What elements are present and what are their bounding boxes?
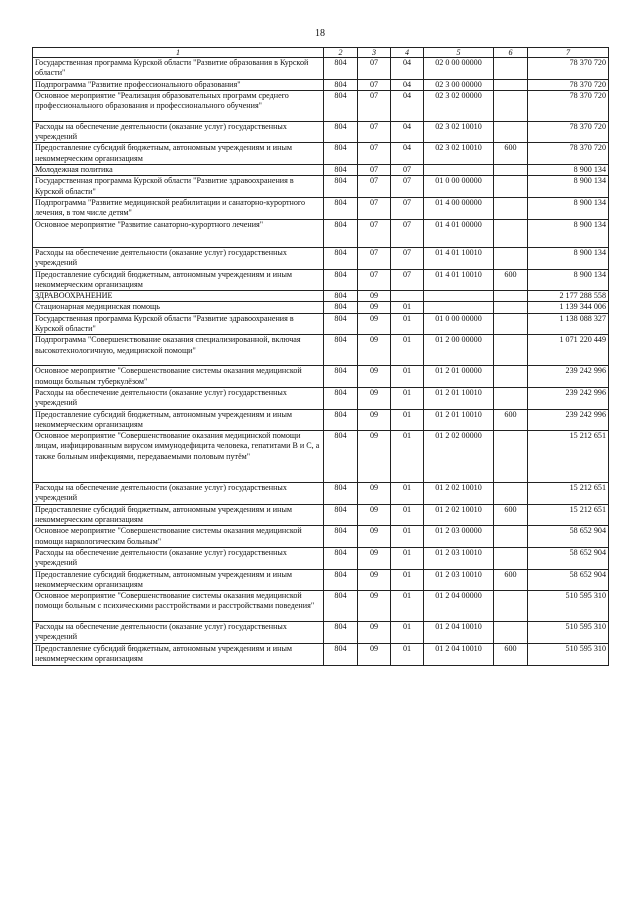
row-subsection: 07 bbox=[391, 247, 424, 269]
row-name: ЗДРАВООХРАНЕНИЕ bbox=[33, 291, 324, 302]
row-amount: 1 139 344 006 bbox=[528, 302, 609, 313]
row-ministry: 804 bbox=[324, 58, 358, 80]
row-subsection: 01 bbox=[391, 483, 424, 505]
row-amount: 239 242 996 bbox=[528, 366, 609, 388]
row-ministry: 804 bbox=[324, 504, 358, 526]
row-amount: 8 900 134 bbox=[528, 165, 609, 176]
header-cell: 1 bbox=[33, 48, 324, 58]
row-name: Основное мероприятие "Совершенствование системы оказания медицинской помощи больным с психическими расстройствами и расстройствами поведения" bbox=[33, 591, 324, 622]
row-name: Предоставление субсидий бюджетным, автономным учреждениям и иным некоммерческим организациям bbox=[33, 269, 324, 291]
row-name: Подпрограмма "Развитие профессионального образования" bbox=[33, 79, 324, 90]
row-amount: 510 595 310 bbox=[528, 644, 609, 666]
row-name: Расходы на обеспечение деятельности (оказание услуг) государственных учреждений bbox=[33, 247, 324, 269]
row-ministry: 804 bbox=[324, 197, 358, 219]
row-section: 09 bbox=[358, 387, 391, 409]
row-section: 07 bbox=[358, 121, 391, 143]
header-row bbox=[33, 48, 609, 58]
row-amount: 510 595 310 bbox=[528, 591, 609, 622]
row-target-code: 02 3 02 10010 bbox=[424, 121, 494, 143]
row-amount: 1 138 088 327 bbox=[528, 313, 609, 335]
row-section: 09 bbox=[358, 483, 391, 505]
table-row bbox=[33, 219, 609, 247]
row-section: 09 bbox=[358, 291, 391, 302]
row-amount: 58 652 904 bbox=[528, 547, 609, 569]
row-name: Расходы на обеспечение деятельности (оказание услуг) государственных учреждений bbox=[33, 483, 324, 505]
row-ministry: 804 bbox=[324, 79, 358, 90]
row-section: 09 bbox=[358, 335, 391, 366]
row-target-code: 01 2 01 10010 bbox=[424, 409, 494, 431]
row-subsection bbox=[391, 291, 424, 302]
row-expense-type bbox=[494, 79, 528, 90]
row-target-code: 01 2 03 00000 bbox=[424, 526, 494, 548]
row-expense-type bbox=[494, 366, 528, 388]
row-subsection: 07 bbox=[391, 197, 424, 219]
row-ministry: 804 bbox=[324, 431, 358, 483]
row-amount: 15 212 651 bbox=[528, 431, 609, 483]
row-subsection: 01 bbox=[391, 569, 424, 591]
row-amount: 8 900 134 bbox=[528, 219, 609, 247]
row-ministry: 804 bbox=[324, 366, 358, 388]
row-expense-type bbox=[494, 121, 528, 143]
row-ministry: 804 bbox=[324, 90, 358, 121]
row-ministry: 804 bbox=[324, 143, 358, 165]
row-target-code: 01 2 01 00000 bbox=[424, 366, 494, 388]
row-name: Предоставление субсидий бюджетным, автономным учреждениям и иным некоммерческим организациям bbox=[33, 644, 324, 666]
row-target-code: 01 2 02 10010 bbox=[424, 483, 494, 505]
row-expense-type: 600 bbox=[494, 569, 528, 591]
row-section: 09 bbox=[358, 409, 391, 431]
header-cell: 2 bbox=[324, 48, 358, 58]
row-subsection: 04 bbox=[391, 143, 424, 165]
row-ministry: 804 bbox=[324, 176, 358, 198]
row-expense-type bbox=[494, 247, 528, 269]
row-subsection: 04 bbox=[391, 121, 424, 143]
row-section: 07 bbox=[358, 165, 391, 176]
row-expense-type bbox=[494, 197, 528, 219]
row-section: 09 bbox=[358, 569, 391, 591]
row-expense-type bbox=[494, 526, 528, 548]
row-name: Предоставление субсидий бюджетным, автономным учреждениям и иным некоммерческим организациям bbox=[33, 409, 324, 431]
row-subsection: 04 bbox=[391, 90, 424, 121]
row-name: Расходы на обеспечение деятельности (оказание услуг) государственных учреждений bbox=[33, 121, 324, 143]
row-ministry: 804 bbox=[324, 387, 358, 409]
row-target-code: 01 2 04 00000 bbox=[424, 591, 494, 622]
row-section: 09 bbox=[358, 644, 391, 666]
row-amount: 15 212 651 bbox=[528, 483, 609, 505]
row-expense-type bbox=[494, 483, 528, 505]
row-ministry: 804 bbox=[324, 409, 358, 431]
row-expense-type: 600 bbox=[494, 504, 528, 526]
row-expense-type bbox=[494, 58, 528, 80]
table-row bbox=[33, 483, 609, 505]
row-ministry: 804 bbox=[324, 302, 358, 313]
table-row bbox=[33, 165, 609, 176]
row-section: 09 bbox=[358, 431, 391, 483]
row-subsection: 07 bbox=[391, 165, 424, 176]
table-row bbox=[33, 644, 609, 666]
row-ministry: 804 bbox=[324, 547, 358, 569]
table-row bbox=[33, 269, 609, 291]
row-subsection: 01 bbox=[391, 366, 424, 388]
row-target-code: 01 2 04 10010 bbox=[424, 622, 494, 644]
row-ministry: 804 bbox=[324, 591, 358, 622]
table-row bbox=[33, 143, 609, 165]
row-ministry: 804 bbox=[324, 569, 358, 591]
row-name: Предоставление субсидий бюджетным, автономным учреждениям и иным некоммерческим организациям bbox=[33, 143, 324, 165]
row-section: 09 bbox=[358, 547, 391, 569]
row-expense-type: 600 bbox=[494, 269, 528, 291]
table-row bbox=[33, 335, 609, 366]
row-amount: 8 900 134 bbox=[528, 176, 609, 198]
row-section: 09 bbox=[358, 313, 391, 335]
row-section: 07 bbox=[358, 219, 391, 247]
table-row bbox=[33, 591, 609, 622]
row-expense-type bbox=[494, 335, 528, 366]
table-row bbox=[33, 197, 609, 219]
row-expense-type bbox=[494, 90, 528, 121]
row-section: 07 bbox=[358, 143, 391, 165]
row-amount: 510 595 310 bbox=[528, 622, 609, 644]
row-subsection: 01 bbox=[391, 591, 424, 622]
row-target-code bbox=[424, 165, 494, 176]
row-amount: 58 652 904 bbox=[528, 569, 609, 591]
table-row bbox=[33, 247, 609, 269]
row-subsection: 01 bbox=[391, 622, 424, 644]
table-row bbox=[33, 313, 609, 335]
row-name: Государственная программа Курской области "Развитие образования в Курской области" bbox=[33, 58, 324, 80]
row-amount: 15 212 651 bbox=[528, 504, 609, 526]
row-section: 09 bbox=[358, 591, 391, 622]
row-ministry: 804 bbox=[324, 165, 358, 176]
header-cell: 4 bbox=[391, 48, 424, 58]
row-ministry: 804 bbox=[324, 644, 358, 666]
row-target-code: 01 4 00 00000 bbox=[424, 197, 494, 219]
row-name: Предоставление субсидий бюджетным, автономным учреждениям и иным некоммерческим организациям bbox=[33, 504, 324, 526]
row-amount: 58 652 904 bbox=[528, 526, 609, 548]
table-row bbox=[33, 79, 609, 90]
page-number: 18 bbox=[315, 28, 325, 39]
row-section: 09 bbox=[358, 622, 391, 644]
row-expense-type bbox=[494, 622, 528, 644]
row-subsection: 01 bbox=[391, 313, 424, 335]
row-ministry: 804 bbox=[324, 313, 358, 335]
row-expense-type bbox=[494, 431, 528, 483]
table-row bbox=[33, 526, 609, 548]
row-expense-type: 600 bbox=[494, 644, 528, 666]
row-expense-type bbox=[494, 302, 528, 313]
row-subsection: 01 bbox=[391, 387, 424, 409]
row-subsection: 01 bbox=[391, 547, 424, 569]
row-name: Стационарная медицинская помощь bbox=[33, 302, 324, 313]
row-amount: 239 242 996 bbox=[528, 387, 609, 409]
row-expense-type bbox=[494, 547, 528, 569]
row-subsection: 01 bbox=[391, 431, 424, 483]
row-subsection: 01 bbox=[391, 526, 424, 548]
row-target-code: 02 0 00 00000 bbox=[424, 58, 494, 80]
table-row bbox=[33, 504, 609, 526]
row-section: 07 bbox=[358, 247, 391, 269]
row-target-code: 01 0 00 00000 bbox=[424, 313, 494, 335]
table-row bbox=[33, 176, 609, 198]
row-subsection: 01 bbox=[391, 644, 424, 666]
row-ministry: 804 bbox=[324, 622, 358, 644]
row-section: 09 bbox=[358, 302, 391, 313]
row-target-code: 01 2 03 10010 bbox=[424, 547, 494, 569]
row-target-code: 02 3 02 10010 bbox=[424, 143, 494, 165]
row-section: 09 bbox=[358, 504, 391, 526]
row-section: 07 bbox=[358, 269, 391, 291]
table-row bbox=[33, 291, 609, 302]
row-name: Расходы на обеспечение деятельности (оказание услуг) государственных учреждений bbox=[33, 547, 324, 569]
table-row bbox=[33, 387, 609, 409]
header-cell: 3 bbox=[358, 48, 391, 58]
row-amount: 1 071 220 449 bbox=[528, 335, 609, 366]
table-row bbox=[33, 409, 609, 431]
table-row bbox=[33, 90, 609, 121]
row-expense-type bbox=[494, 591, 528, 622]
row-name: Расходы на обеспечение деятельности (оказание услуг) государственных учреждений bbox=[33, 622, 324, 644]
row-target-code: 02 3 00 00000 bbox=[424, 79, 494, 90]
row-ministry: 804 bbox=[324, 483, 358, 505]
row-target-code: 01 4 01 00000 bbox=[424, 219, 494, 247]
row-expense-type: 600 bbox=[494, 409, 528, 431]
row-amount: 78 370 720 bbox=[528, 58, 609, 80]
row-name: Расходы на обеспечение деятельности (оказание услуг) государственных учреждений bbox=[33, 387, 324, 409]
row-name: Подпрограмма "Развитие медицинской реабилитации и санаторно-курортного лечения, в том числе детям" bbox=[33, 197, 324, 219]
row-target-code: 01 4 01 10010 bbox=[424, 247, 494, 269]
row-section: 07 bbox=[358, 197, 391, 219]
row-name: Основное мероприятие "Реализация образовательных программ среднего профессионального образования и профессионального обучения" bbox=[33, 90, 324, 121]
row-expense-type bbox=[494, 176, 528, 198]
table-row bbox=[33, 569, 609, 591]
row-subsection: 01 bbox=[391, 335, 424, 366]
row-target-code bbox=[424, 302, 494, 313]
row-name: Молодежная политика bbox=[33, 165, 324, 176]
row-section: 07 bbox=[358, 58, 391, 80]
row-subsection: 04 bbox=[391, 58, 424, 80]
row-name: Основное мероприятие "Совершенствование оказания медицинской помощи лицам, инфицированным вирусом иммунодефицита человека, гепатитами В и С, а также больным инфекциями, передаваемыми половым путём" bbox=[33, 431, 324, 483]
row-target-code: 01 2 03 10010 bbox=[424, 569, 494, 591]
row-target-code: 01 4 01 10010 bbox=[424, 269, 494, 291]
row-ministry: 804 bbox=[324, 291, 358, 302]
row-name: Государственная программа Курской области "Развитие здравоохранения в Курской области" bbox=[33, 176, 324, 198]
table-row bbox=[33, 547, 609, 569]
row-amount: 239 242 996 bbox=[528, 409, 609, 431]
row-ministry: 804 bbox=[324, 269, 358, 291]
row-expense-type bbox=[494, 387, 528, 409]
header-cell: 6 bbox=[494, 48, 528, 58]
row-subsection: 07 bbox=[391, 219, 424, 247]
row-name: Подпрограмма "Совершенствование оказания специализированной, включая высокотехнологичную, медицинской помощи" bbox=[33, 335, 324, 366]
row-expense-type bbox=[494, 219, 528, 247]
table-row bbox=[33, 302, 609, 313]
row-amount: 78 370 720 bbox=[528, 121, 609, 143]
row-amount: 78 370 720 bbox=[528, 90, 609, 121]
table-row bbox=[33, 121, 609, 143]
row-name: Основное мероприятие "Совершенствование системы оказания медицинской помощи больным туберкулёзом" bbox=[33, 366, 324, 388]
row-amount: 78 370 720 bbox=[528, 79, 609, 90]
budget-table bbox=[32, 47, 609, 666]
row-target-code: 01 2 02 10010 bbox=[424, 504, 494, 526]
row-ministry: 804 bbox=[324, 526, 358, 548]
row-expense-type bbox=[494, 291, 528, 302]
table-row bbox=[33, 431, 609, 483]
row-subsection: 01 bbox=[391, 302, 424, 313]
row-ministry: 804 bbox=[324, 335, 358, 366]
row-subsection: 07 bbox=[391, 176, 424, 198]
row-subsection: 01 bbox=[391, 504, 424, 526]
row-section: 07 bbox=[358, 176, 391, 198]
row-subsection: 01 bbox=[391, 409, 424, 431]
row-amount: 2 177 288 558 bbox=[528, 291, 609, 302]
row-ministry: 804 bbox=[324, 219, 358, 247]
row-target-code bbox=[424, 291, 494, 302]
row-target-code: 01 2 04 10010 bbox=[424, 644, 494, 666]
row-section: 07 bbox=[358, 90, 391, 121]
row-name: Основное мероприятие "Развитие санаторно-курортного лечения" bbox=[33, 219, 324, 247]
row-target-code: 02 3 02 00000 bbox=[424, 90, 494, 121]
table-row bbox=[33, 58, 609, 80]
row-amount: 78 370 720 bbox=[528, 143, 609, 165]
row-subsection: 04 bbox=[391, 79, 424, 90]
row-ministry: 804 bbox=[324, 121, 358, 143]
row-target-code: 01 2 01 10010 bbox=[424, 387, 494, 409]
row-expense-type bbox=[494, 165, 528, 176]
row-subsection: 07 bbox=[391, 269, 424, 291]
table-row bbox=[33, 622, 609, 644]
row-section: 09 bbox=[358, 526, 391, 548]
header-cell: 5 bbox=[424, 48, 494, 58]
row-amount: 8 900 134 bbox=[528, 197, 609, 219]
row-amount: 8 900 134 bbox=[528, 247, 609, 269]
row-name: Предоставление субсидий бюджетным, автономным учреждениям и иным некоммерческим организациям bbox=[33, 569, 324, 591]
row-expense-type: 600 bbox=[494, 143, 528, 165]
table-row bbox=[33, 366, 609, 388]
row-section: 09 bbox=[358, 366, 391, 388]
row-amount: 8 900 134 bbox=[528, 269, 609, 291]
row-name: Государственная программа Курской области "Развитие здравоохранения в Курской области" bbox=[33, 313, 324, 335]
header-cell: 7 bbox=[528, 48, 609, 58]
row-expense-type bbox=[494, 313, 528, 335]
row-target-code: 01 2 02 00000 bbox=[424, 431, 494, 483]
row-section: 07 bbox=[358, 79, 391, 90]
row-name: Основное мероприятие "Совершенствование системы оказания медицинской помощи наркологическим больным" bbox=[33, 526, 324, 548]
row-target-code: 01 0 00 00000 bbox=[424, 176, 494, 198]
row-ministry: 804 bbox=[324, 247, 358, 269]
row-target-code: 01 2 00 00000 bbox=[424, 335, 494, 366]
